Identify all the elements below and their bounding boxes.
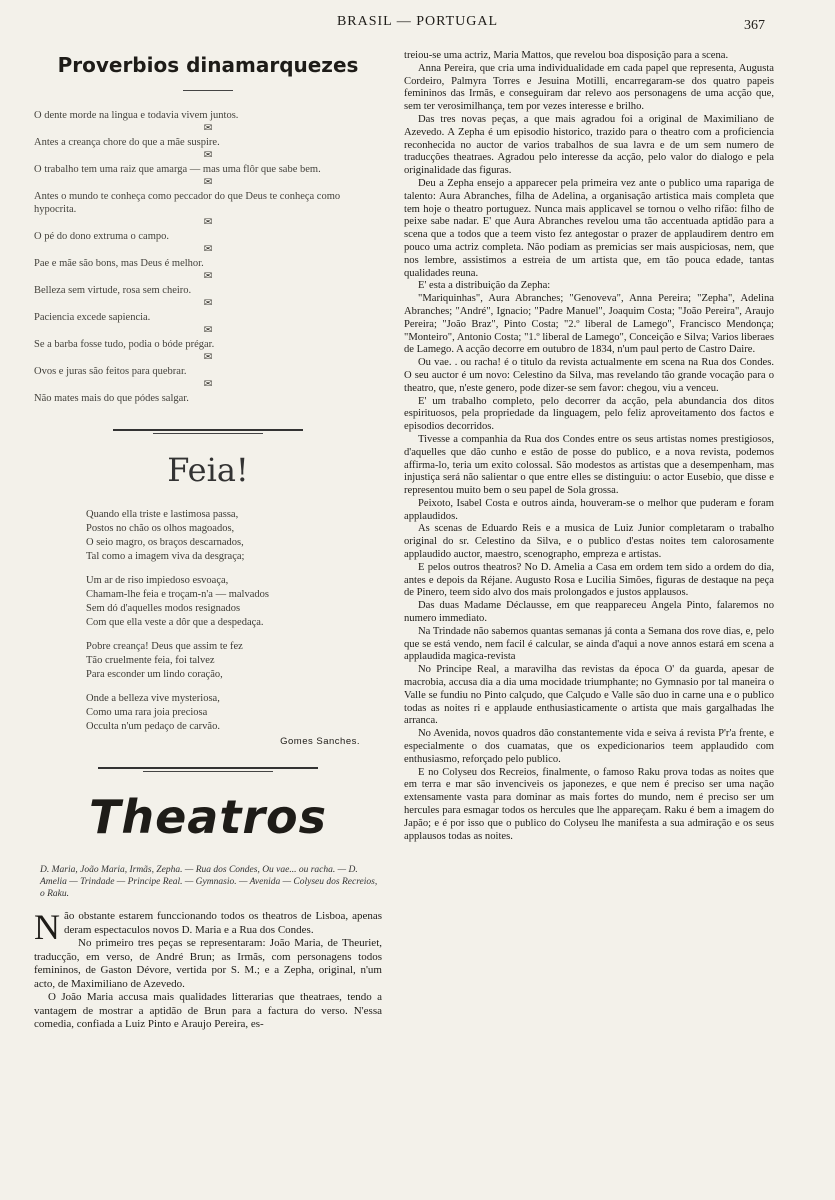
ornament-icon: ✉ [203,271,213,282]
poem-stanza [86,692,382,734]
poem-line: Pobre creança! Deus que assim te fez [86,641,243,652]
ornament-icon: ✉ [203,150,213,161]
poem-line: Para esconder um lindo coração, [86,669,223,680]
cast-list: "Mariquinhas", Aura Abranches; "Genoveva", Anna Pereira; "Zepha", Adelina Abranches; "André", Ignacio; "Padre Manuel", Joaquim Costa; "João Pereira", Araujo Pereira; "João Braz", Pinto Costa; "2.º liberal de Lamego", Francisco Mendonça; "Monteiro", Antonio Costa; "1.º liberal de Lamego", Conceição e Silva; Varios liberaes de Lamego. A acção decorre em outubro de 1834, n'um paul perto de Castro Daire. [404,293,774,356]
proverbios-title: Proverbios dinamarquezes [57,53,359,77]
poem-author: Gomes Sanches. [280,736,360,747]
poem [34,508,382,747]
left-column [34,50,382,1160]
article-paragraph: Das tres novas peças, a que mais agradou foi a original de Maximiliano de Azevedo. A Zepha é um episodio historico, trazido para o theatro com a proficiencia reconhecida no auctor de varios trabalhos de sua lavra e de um sem numero de traducções theatraes. Agradou pelo interesse da acção, pelo valor do dialogo e pela originalidade das figuras. [404,113,774,177]
title-divider [183,90,233,91]
poem-line: Sem dó d'aquelles modos resignados [86,603,241,614]
article-paragraph: Das duas Madame Déclausse, em que reappareceu Angela Pinto, falaremos no numero immediato. [404,600,774,625]
theatros-title: Theatros [88,790,328,844]
poem-title: Feia! [167,451,249,489]
poem-line: Onde a belleza vive mysteriosa, [86,693,220,704]
ornament-icon: ✉ [203,177,213,188]
poem-line: Postos no chão os olhos magoados, [86,523,235,534]
proverb-item: Se a barba fosse tudo, podia o bóde prégar. [34,339,215,350]
ornament-icon: ✉ [203,352,213,363]
ornament-icon: ✉ [203,217,213,228]
article-paragraph: Anna Pereira, que cria uma individualidade em cada papel que representa, Augusta Cordeiro, Palmyra Torres e Jesuina Motilli, encarregaram-se dos quatro papeis femininos das Irmãs, e conseguiram dar relevo aos personagens de uma acção que, sem ter verosimilhança, tem por vezes interesse e brilho. [404,62,774,113]
poem-stanza [86,574,382,630]
article-paragraph: No Avenida, novos quadros dão constantemente vida e seiva á revista P'r'a frente, e especialmente o dos cuamatas, que os expedicionarios teem applaudido com enthusiasmo, reforçado pelo publico. [404,728,774,765]
article-paragraph: Peixoto, Isabel Costa e outros ainda, houveram-se o melhor que puderam e foram applaudidos. [404,497,774,522]
proverb-item: Não mates mais do que pódes salgar. [34,393,189,404]
ornament-icon: ✉ [203,325,213,336]
proverb-item: Belleza sem virtude, rosa sem cheiro. [34,285,192,296]
poem-line: Quando ella triste e lastimosa passa, [86,509,239,520]
proverb-item: Antes o mundo te conheça como peccador do que Deus te conheça como hypocrita. [34,191,341,215]
page-header [0,14,835,36]
article-paragraph: No primeiro tres peças se representaram: João Maria, de Theuriet, traducção, em verso, de André Brun; as Irmãs, com personagens todos femininos, de Gaston Dévore, vertida por S. M.; e a Zepha, original, n'um acto, de Maximiliano de Azevedo. [34,937,382,990]
proverb-item: O dente morde na lingua e todavia vivem juntos. [34,110,239,121]
proverb-item: Pae e mãe são bons, mas Deus é melhor. [34,258,204,269]
ornament-icon: ✉ [203,123,213,134]
article-paragraph: No Principe Real, a maravilha das revistas da época O' da guarda, apesar de macrobia, accusa dia a dia uma mocidade triumphante; no Gymnasio por tal maneira o Valle se fundiu no Pinto calçudo, que Calçudo e Valle são duo in carne una e o publico todas as noites ri e applaude enthusiasticamente o artista que mais gargalhadas lhe arranca. [404,664,774,727]
poem-line: Chamam-lhe feia e troçam-n'a — malvados [86,589,269,600]
right-column [404,50,774,1160]
page-number: 367 [744,18,765,33]
section-divider [153,433,263,434]
ornament-icon: ✉ [203,298,213,309]
section-summary: D. Maria, João Maria, Irmãs, Zepha. — Rua dos Condes, Ou vae... ou racha. — D. Amelia — Trindade — Principe Real. — Gymnasio. — Avenida — Colyseu dos Recreios, o Raku. [40,865,378,899]
drop-cap: N [34,907,60,947]
ornament-icon: ✉ [203,244,213,255]
poem-line: Um ar de riso impiedoso esvoaça, [86,575,229,586]
article-paragraph: E' um trabalho completo, pelo decorrer da acção, pela abundancia dos ditos espirituosos, pela propriedade da linguagem, pelo feliz aproveitamento dos factos e episodios decorridos. [404,395,774,433]
article-paragraph: treiou-se uma actriz, Maria Mattos, que revelou boa disposição para a scena. [404,50,729,61]
article-paragraph: E' esta a distribuição da Zepha: [418,280,551,292]
proverb-item: Ovos e juras são feitos para quebrar. [34,366,187,377]
running-title: BRASIL — PORTUGAL [336,14,499,29]
poem-line: Com que ella veste a dôr que a despedaça. [86,617,264,628]
section-divider [98,767,318,769]
article-paragraph: As scenas de Eduardo Reis e a musica de Luiz Junior completaram o trabalho original do sr. Celestino da Silva, e o publico d'estas noites tem calorosamente applaudido auctor, maestro, scenographo, empreza e artistas. [404,523,774,561]
section-divider [143,771,273,772]
article-paragraph: E pelos outros theatros? No D. Amelia a Casa em ordem tem sido a ordem do dia, antes e depois da Réjane. Augusto Rosa e Lucilia Simões, figuras de destaque na peça de Pinero, teem sido alvo dos mais prolongados e justos applausos. [404,561,774,599]
article-paragraph: E no Colyseu dos Recreios, finalmente, o famoso Raku prova todas as noites que em terra e mar são invenciveis os japonezes, e que nem é preciso ser uma nação extensamente vasta para dominar as mais fortes do mundo, nem é preciso ser um hercules para esmagar todos os hercules que lhe appareçam. Raku é bem a imagem do Japão; e é por isso que o publico do Colyseu lhe manifesta a sua admiração e os seus applausos todas as noites. [404,766,774,842]
article-paragraph: Não obstante estarem funccionando todos os theatros de Lisboa, apenas deram espectaculos novos D. Maria e a Rua dos Condes. [34,907,382,947]
poem-line: Occulta n'um pedaço de carvão. [86,721,220,732]
proverb-item: O pé do dono extruma o campo. [34,231,170,242]
proverb-list [34,109,382,405]
article-paragraph: O João Maria accusa mais qualidades litterarias que theatraes, tendo a vantagem de mostrar a aptidão de Brun para a factura do verso. N'essa comedia, confiada a Luiz Pinto e Araujo Pereira, es- [34,991,382,1030]
poem-stanza [86,640,382,682]
poem-line: Tão cruelmente feia, foi talvez [86,655,215,666]
proverb-item: O trabalho tem uma raiz que amarga — mas uma flôr que sabe bem. [34,164,321,175]
article-paragraph: Ou vae. . ou racha! é o titulo da revista actualmente em scena na Rua dos Condes. O seu auctor é um novo: Celestino da Silva, mas revelando tão grande vocação para o theatro, que, n'este genero, pode dizer-se sem favor: chegou, viu a venceu. [404,357,774,394]
poem-line: O seio magro, os braços descarnados, [86,537,244,548]
theatros-intro [34,907,382,1032]
article-paragraph: Na Trindade não sabemos quantas semanas já conta a Semana dos rove dias, e, pelo que se está vendo, nem facil é calcular, se ainda d'aqui a nove annos estará em scena a applaudida magica-revista [404,625,774,663]
article-paragraph: Deu a Zepha ensejo a apparecer pela primeira vez ante o publico uma rapariga de talento: Aura Abranches, filha de Adelina, a organisação artistica mais completa que tem hoje o theatro portuguez. Nunca mais applicavel se tornou o velho rifão: filho de peixe sabe nadar. E' que Aura Abranches revelou uma tão accentuada aptidão para a scena que a todos que a teem visto fez antegostar o prazer de applaudirem dentro em pouco uma actriz completa. Não podiam as premicias ser mais auspiciosas, nem, que nos lembre, assistimos a estreia de um artista que, em tão pouca edade, tantas qualidades reuna. [404,177,774,279]
proverb-item: Paciencia excede sapiencia. [34,312,151,323]
article-paragraph: Tivesse a companhia da Rua dos Condes entre os seus artistas nomes prestigiosos, d'aquelles que dão cunho e estão de posse do publico, e a nova revista, podemos affirma-lo, teria um exito colossal. São modestos as artistas que a desempenham, mas injustiça será não salientar o que entre elles se distinguiu: o actor Eusebio, que disse e representou muito bem o seu papel de Sola grossa. [404,433,774,497]
ornament-icon: ✉ [203,379,213,390]
section-divider [113,429,303,431]
poem-line: Como uma rara joia preciosa [86,707,208,718]
proverb-item: Antes a creança chore do que a mãe suspire. [34,137,220,148]
poem-stanza [86,508,382,564]
poem-line: Tal como a imagem viva da desgraça; [86,551,245,562]
